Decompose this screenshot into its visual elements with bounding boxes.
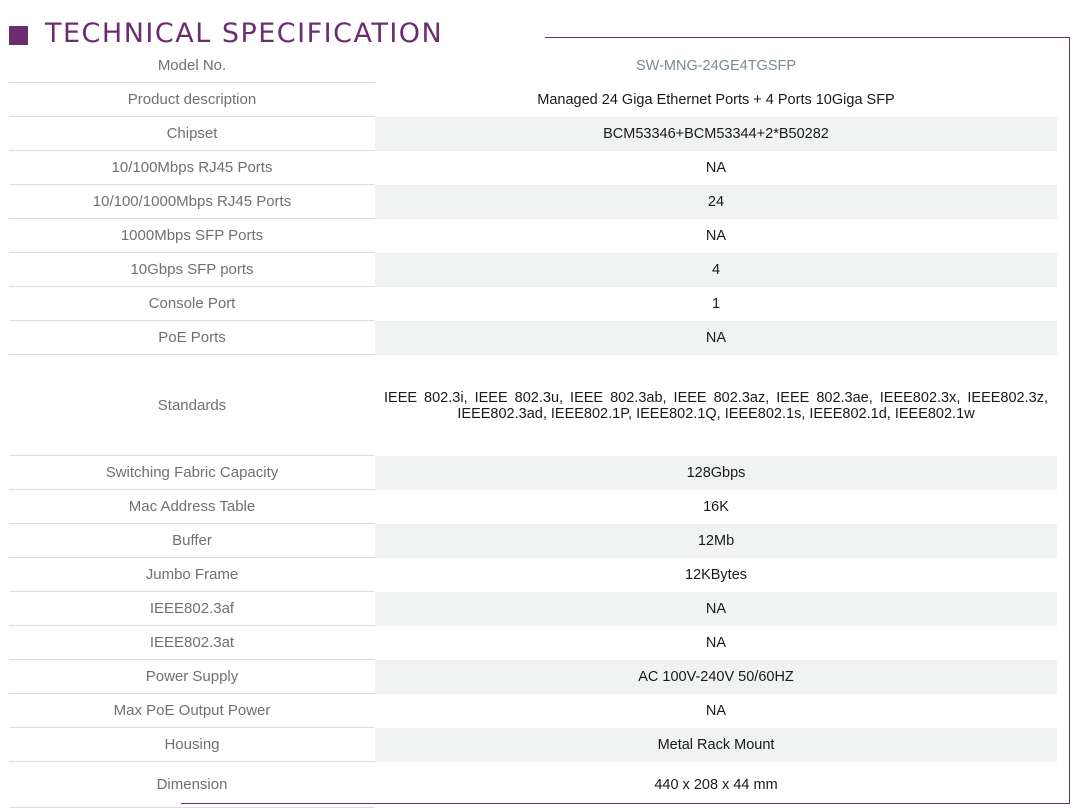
spec-value: NA xyxy=(705,228,727,244)
page-title: TECHNICAL SPECIFICATION xyxy=(45,18,444,49)
spec-value: 16K xyxy=(703,499,729,515)
spec-value: IEEE 802.3i, IEEE 802.3u, IEEE 802.3ab, IEEE 802.3az, IEEE 802.3ae, IEEE802.3x, IEEE802.3z, IEEE802.3ad, IEEE802.1P, IEEE802.1Q, IEEE802.1s, IEEE802.1d, IEEE802.1w xyxy=(384,389,1048,422)
spec-label: 10Gbps SFP ports xyxy=(9,253,375,287)
spec-value: 12Mb xyxy=(375,524,1057,558)
spec-value: NA xyxy=(375,321,1057,355)
spec-row-dimension xyxy=(9,762,1057,808)
spec-value: 24 xyxy=(375,185,1057,219)
spec-label: Dimension xyxy=(9,762,375,808)
spec-row-model xyxy=(9,49,1057,83)
spec-value: 12KBytes xyxy=(684,567,748,583)
spec-label: Standards xyxy=(9,355,375,456)
spec-row-fabric xyxy=(9,456,1057,490)
spec-label: 10/100Mbps RJ45 Ports xyxy=(9,151,375,185)
spec-label: Switching Fabric Capacity xyxy=(9,456,375,490)
spec-label: PoE Ports xyxy=(9,321,375,355)
spec-label: IEEE802.3at xyxy=(9,626,375,660)
spec-label: IEEE802.3af xyxy=(9,592,375,626)
spec-row-chipset xyxy=(9,117,1057,151)
spec-label: Jumbo Frame xyxy=(9,558,375,592)
spec-value: 4 xyxy=(375,253,1057,287)
frame-border-top xyxy=(545,37,1070,38)
spec-value: 440 x 208 x 44 mm xyxy=(654,777,778,793)
spec-label: Model No. xyxy=(9,49,375,83)
spec-value: 128Gbps xyxy=(375,456,1057,490)
spec-value: NA xyxy=(705,703,727,719)
spec-label: Buffer xyxy=(9,524,375,558)
header-square-icon xyxy=(9,26,28,45)
spec-label: Mac Address Table xyxy=(9,490,375,524)
spec-label: 10/100/1000Mbps RJ45 Ports xyxy=(9,185,375,219)
spec-label: 1000Mbps SFP Ports xyxy=(9,219,375,253)
spec-row-poe-ports xyxy=(9,321,1057,355)
spec-value: Managed 24 Giga Ethernet Ports + 4 Ports 10Giga SFP xyxy=(537,92,895,108)
spec-label: Housing xyxy=(9,728,375,762)
spec-value: 1 xyxy=(711,296,721,312)
frame-border-right xyxy=(1069,37,1070,804)
spec-value: SW-MNG-24GE4TGSFP xyxy=(635,58,797,74)
spec-row-802-3at xyxy=(9,626,1057,660)
spec-row-buffer xyxy=(9,524,1057,558)
spec-value: Metal Rack Mount xyxy=(375,728,1057,762)
spec-row-rj45-100 xyxy=(9,151,1057,185)
spec-value: NA xyxy=(375,592,1057,626)
spec-row-802-3af xyxy=(9,592,1057,626)
spec-row-sfp-10g xyxy=(9,253,1057,287)
spec-row-sfp-1000 xyxy=(9,219,1057,253)
spec-row-mac-table xyxy=(9,490,1057,524)
spec-row-housing xyxy=(9,728,1057,762)
spec-label: Console Port xyxy=(9,287,375,321)
spec-row-standards xyxy=(9,355,1057,456)
spec-label: Product description xyxy=(9,83,375,117)
spec-label: Max PoE Output Power xyxy=(9,694,375,728)
spec-row-power-supply xyxy=(9,660,1057,694)
spec-row-jumbo xyxy=(9,558,1057,592)
spec-value: NA xyxy=(705,160,727,176)
spec-row-console xyxy=(9,287,1057,321)
spec-table xyxy=(9,49,1057,808)
spec-row-max-poe xyxy=(9,694,1057,728)
spec-value: BCM53346+BCM53344+2*B50282 xyxy=(375,117,1057,151)
spec-value: NA xyxy=(705,635,727,651)
spec-value: AC 100V-240V 50/60HZ xyxy=(375,660,1057,694)
spec-label: Chipset xyxy=(9,117,375,151)
spec-row-description xyxy=(9,83,1057,117)
spec-label: Power Supply xyxy=(9,660,375,694)
spec-row-rj45-1000 xyxy=(9,185,1057,219)
